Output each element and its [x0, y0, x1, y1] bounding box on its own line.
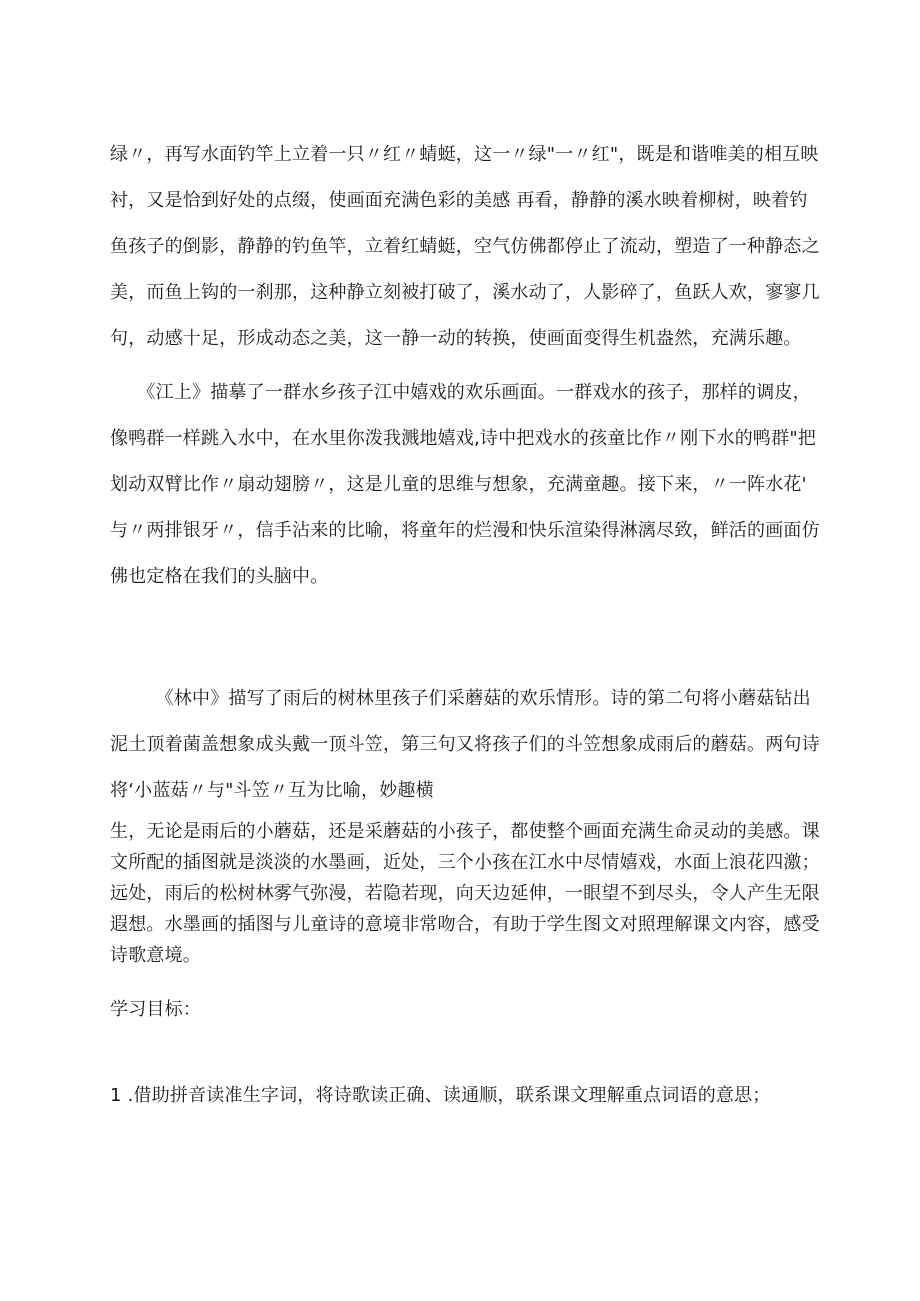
learning-goal-item	[110, 1081, 830, 1111]
text-line: 诗歌意境。	[110, 945, 201, 966]
text-line: 遐想。水墨画的插图与儿童诗的意境非常吻合，有助于学生图文对照理解课文内容，感受	[110, 914, 820, 935]
text-line: 佛也定格在我们的头脑中。	[110, 566, 329, 587]
text-line: 划动双臂比作〃扇动翅膀〃，这是儿童的思维与想象，充满童趣。接下来，〃一阵水花'	[110, 474, 807, 495]
text-line: 《江上》描摹了一群水乡孩子江中嬉戏的欢乐画面。一群戏水的孩子，那样的调皮，	[110, 382, 811, 403]
text-line: 像鸭群一样跳入水中，在水里你泼我溅地嬉戏,诗中把戏水的孩童比作〃刚下水的鸭群"把	[110, 428, 816, 449]
text-line: 生，无论是雨后的小蘑菇，还是采蘑菇的小孩子，都使整个画面充满生命灵动的美感。课	[110, 821, 820, 842]
text-line: 学习目标：	[110, 999, 201, 1020]
paragraph-analysis-colors	[110, 132, 830, 362]
paragraph-illustration	[110, 816, 830, 971]
text-line: 与〃两排银牙〃，信手沾来的比喻，将童年的烂漫和快乐渲染得淋漓尽致，鲜活的画面仿	[110, 520, 820, 541]
text-line: 《林中》描写了雨后的树林里孩子们采蘑菇的欢乐情形。诗的第二句将小蘑菇钻出	[110, 688, 811, 709]
text-line: 1 .借助拼音读准生字词，将诗歌读正确、读通顺，联系课文理解重点词语的意思；	[110, 1085, 771, 1106]
text-line: 衬，又是恰到好处的点缀，使画面充满色彩的美感 再看，静静的溪水映着柳树，映着钓	[110, 190, 808, 211]
text-line: 绿〃，再写水面钓竿上立着一只〃红〃蜻蜓，这一〃绿"一〃红"，既是和谐唯美的相互映	[110, 144, 819, 165]
learning-goals-heading	[110, 995, 830, 1025]
text-line: 鱼孩子的倒影，静静的钓鱼竿，立着红蜻蜓，空气仿佛都停止了流动，塑造了一种静态之	[110, 236, 820, 257]
text-line: 美，而鱼上钩的一刹那，这种静立刻被打破了，溪水动了，人影碎了，鱼跃人欢，寥寥几	[110, 282, 820, 303]
text-line: 句，动感十足，形成动态之美，这一静一动的转换，使画面变得生机盎然，充满乐趣。	[110, 328, 802, 349]
paragraph-jiangshang	[110, 370, 830, 600]
text-line: 将‘小蓝菇〃与"斗笠〃互为比喻，妙趣横	[110, 780, 434, 801]
text-line: 远处，雨后的松树林雾气弥漫，若隐若现，向天边延伸，一眼望不到尽头，令人产生无限	[110, 883, 820, 904]
text-line: 泥土顶着菌盖想象成头戴一顶斗笠，第三句又将孩子们的斗笠想象成雨后的蘑菇。两句诗	[110, 734, 820, 755]
text-line: 文所配的插图就是淡淡的水墨画，近处，三个小孩在江水中尽情嬉戏，水面上浪花四激；	[110, 852, 820, 873]
paragraph-linzhong	[110, 676, 830, 814]
